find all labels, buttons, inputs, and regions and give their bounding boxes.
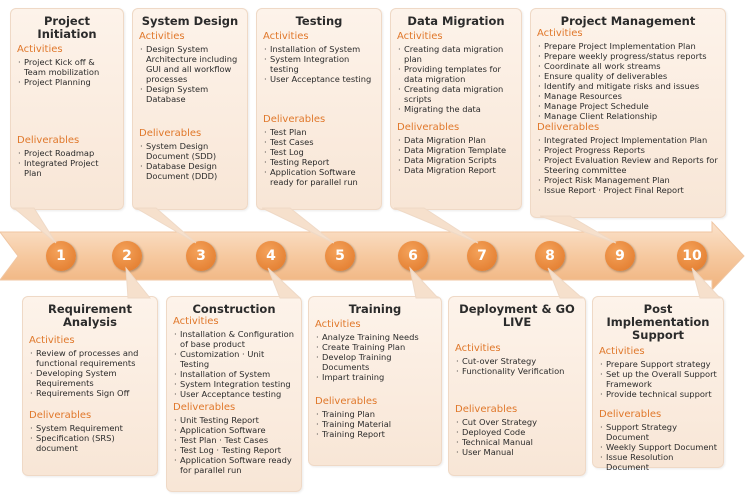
- step-4-circle: 4: [256, 241, 286, 271]
- list-item: · Integrated Project Implementation Plan: [537, 135, 719, 145]
- list-item: · Functionality Verification: [455, 366, 579, 376]
- list-item: · Prepare weekly progress/status reports: [537, 51, 719, 61]
- stage-7-activities: [397, 44, 515, 114]
- list-item: · Manage Client Relationship: [537, 111, 719, 121]
- stage-1-activities-label: Activities: [17, 44, 63, 55]
- list-item: · System Integration testing: [173, 379, 295, 389]
- stage-3-activities-label: Activities: [139, 31, 185, 42]
- list-item: · Develop Training Documents: [315, 352, 435, 372]
- list-item: · Impart training: [315, 372, 435, 382]
- list-item: · System Integration testing: [263, 54, 375, 74]
- list-item: · Test Log: [263, 147, 375, 157]
- stage-9-deliverables: [537, 135, 719, 195]
- list-item: · Training Material: [315, 419, 435, 429]
- stage-1-deliverables-label: Deliverables: [17, 135, 80, 146]
- stage-1-card: [10, 8, 124, 210]
- list-item: · User Manual: [455, 447, 579, 457]
- list-item: · Application Software ready for parallel run: [263, 167, 375, 187]
- stage-4-activities: [173, 329, 295, 399]
- stage-8-title: Deployment & GO LIVE: [459, 302, 575, 329]
- list-item: · Project Planning: [17, 77, 117, 87]
- list-item: · Cut Over Strategy: [455, 417, 579, 427]
- stage-7-activities-label: Activities: [397, 31, 443, 42]
- stage-6-activities: [315, 332, 435, 382]
- step-7-circle: 7: [467, 241, 497, 271]
- stage-10-activities: [599, 359, 717, 399]
- list-item: · Cut-over Strategy: [455, 356, 579, 366]
- stage-5-title: Testing: [295, 14, 343, 28]
- stage-9-deliverables-label: Deliverables: [537, 122, 600, 133]
- stage-6-activities-label: Activities: [315, 319, 361, 330]
- list-item: · Ensure quality of deliverables: [537, 71, 719, 81]
- step-2-circle: 2: [112, 241, 142, 271]
- stage-3-title: System Design: [141, 14, 239, 28]
- stage-10-title: Post Implementation Support: [606, 302, 710, 342]
- stage-2-title: Requirement Analysis: [48, 302, 132, 329]
- stage-10-deliverables: [599, 422, 717, 472]
- step-5-circle: 5: [325, 241, 355, 271]
- list-item: · Project Risk Management Plan: [537, 175, 719, 185]
- list-item: · Creating data migration scripts: [397, 84, 515, 104]
- stage-7-deliverables-label: Deliverables: [397, 122, 460, 133]
- stage-3-deliverables-label: Deliverables: [139, 128, 202, 139]
- list-item: · Project Roadmap: [17, 148, 117, 158]
- stage-1-activities: [17, 57, 117, 87]
- list-item: · Test Log · Testing Report: [173, 445, 295, 455]
- stage-9-card: [530, 8, 726, 218]
- list-item: · Identify and mitigate risks and issues: [537, 81, 719, 91]
- stage-4-activities-label: Activities: [173, 316, 219, 327]
- list-item: · Create Training Plan: [315, 342, 435, 352]
- stage-10-card: [592, 296, 724, 472]
- stage-9-activities: [537, 41, 719, 121]
- list-item: · Project Progress Reports: [537, 145, 719, 155]
- list-item: · Manage Project Schedule: [537, 101, 719, 111]
- stage-5-activities-label: Activities: [263, 31, 309, 42]
- step-3-circle: 3: [186, 241, 216, 271]
- stage-6-deliverables-label: Deliverables: [315, 396, 378, 407]
- stage-6-card: [308, 296, 442, 466]
- list-item: · System Requirement: [29, 423, 151, 433]
- list-item: · Prepare Project Implementation Plan: [537, 41, 719, 51]
- list-item: · Application Software: [173, 425, 295, 435]
- list-item: · Installation of System: [263, 44, 375, 54]
- stage-6-deliverables: [315, 409, 435, 439]
- list-item: · Design System Database: [139, 84, 241, 104]
- stage-1-title: Project Initiation: [37, 14, 97, 41]
- stage-4-deliverables: [173, 415, 295, 475]
- list-item: · Data Migration Scripts: [397, 155, 515, 165]
- stage-3-card: [132, 8, 248, 210]
- stage-2-card: [22, 296, 158, 476]
- stage-7-deliverables: [397, 135, 515, 175]
- list-item: · Technical Manual: [455, 437, 579, 447]
- list-item: · Review of processes and functional requirements: [29, 348, 151, 368]
- stage-9-title: Project Management: [560, 14, 696, 28]
- list-item: · Prepare Support strategy: [599, 359, 717, 369]
- stage-1-deliverables: [17, 148, 117, 178]
- stage-9-activities-label: Activities: [537, 28, 583, 39]
- list-item: · Migrating the data: [397, 104, 515, 114]
- stage-2-activities-label: Activities: [29, 335, 75, 346]
- stage-3-activities: [139, 44, 241, 104]
- stage-3-deliverables: [139, 141, 241, 181]
- list-item: · Developing System Requirements: [29, 368, 151, 388]
- stage-10-activities-label: Activities: [599, 346, 645, 357]
- stage-10-deliverables-label: Deliverables: [599, 409, 662, 420]
- list-item: · Test Plan · Test Cases: [173, 435, 295, 445]
- step-6-circle: 6: [398, 241, 428, 271]
- list-item: · Training Report: [315, 429, 435, 439]
- stage-4-title: Construction: [192, 302, 276, 316]
- stage-2-deliverables-label: Deliverables: [29, 410, 92, 421]
- list-item: · Issue Report · Project Final Report: [537, 185, 719, 195]
- stage-8-deliverables: [455, 417, 579, 457]
- list-item: · Design System Architecture including GUI and all workflow processes: [139, 44, 241, 84]
- list-item: · Customization · Unit Testing: [173, 349, 295, 369]
- list-item: · User Acceptance testing: [263, 74, 375, 84]
- stage-6-title: Training: [348, 302, 402, 316]
- list-item: · Weekly Support Document: [599, 442, 717, 452]
- list-item: · Data Migration Template: [397, 145, 515, 155]
- stage-5-deliverables: [263, 127, 375, 187]
- list-item: · Coordinate all work streams: [537, 61, 719, 71]
- list-item: · Data Migration Report: [397, 165, 515, 175]
- stage-2-activities: [29, 348, 151, 398]
- list-item: · Test Cases: [263, 137, 375, 147]
- stage-8-activities: [455, 356, 579, 376]
- list-item: · Requirements Sign Off: [29, 388, 151, 398]
- list-item: · Support Strategy Document: [599, 422, 717, 442]
- list-item: · Creating data migration plan: [397, 44, 515, 64]
- step-9-circle: 9: [605, 241, 635, 271]
- list-item: · Data Migration Plan: [397, 135, 515, 145]
- list-item: · Unit Testing Report: [173, 415, 295, 425]
- stage-4-deliverables-label: Deliverables: [173, 402, 236, 413]
- stage-5-card: [256, 8, 382, 210]
- list-item: · Deployed Code: [455, 427, 579, 437]
- step-1-circle: 1: [46, 241, 76, 271]
- stage-7-card: [390, 8, 522, 210]
- list-item: · Manage Resources: [537, 91, 719, 101]
- list-item: · Test Plan: [263, 127, 375, 137]
- list-item: · System Design Document (SDD): [139, 141, 241, 161]
- stage-5-deliverables-label: Deliverables: [263, 114, 326, 125]
- stage-8-activities-label: Activities: [455, 343, 501, 354]
- list-item: · Project Evaluation Review and Reports for Steering committee: [537, 155, 719, 175]
- list-item: · Application Software ready for parallel run: [173, 455, 295, 475]
- list-item: · Integrated Project Plan: [17, 158, 117, 178]
- step-10-circle: 10: [677, 241, 707, 271]
- list-item: · Training Plan: [315, 409, 435, 419]
- step-8-circle: 8: [535, 241, 565, 271]
- stage-5-activities: [263, 44, 375, 84]
- list-item: · Installation & Configuration of base product: [173, 329, 295, 349]
- list-item: · Installation of System: [173, 369, 295, 379]
- list-item: · Set up the Overall Support Framework: [599, 369, 717, 389]
- stage-4-card: [166, 296, 302, 492]
- list-item: · Testing Report: [263, 157, 375, 167]
- stage-8-card: [448, 296, 586, 476]
- list-item: · User Acceptance testing: [173, 389, 295, 399]
- stage-2-deliverables: [29, 423, 151, 453]
- list-item: · Analyze Training Needs: [315, 332, 435, 342]
- list-item: · Project Kick off & Team mobilization: [17, 57, 117, 77]
- list-item: · Issue Resolution Document: [599, 452, 717, 472]
- list-item: · Specification (SRS) document: [29, 433, 151, 453]
- stage-8-deliverables-label: Deliverables: [455, 404, 518, 415]
- list-item: · Database Design Document (DDD): [139, 161, 241, 181]
- stage-7-title: Data Migration: [407, 14, 505, 28]
- list-item: · Provide technical support: [599, 389, 717, 399]
- list-item: · Providing templates for data migration: [397, 64, 515, 84]
